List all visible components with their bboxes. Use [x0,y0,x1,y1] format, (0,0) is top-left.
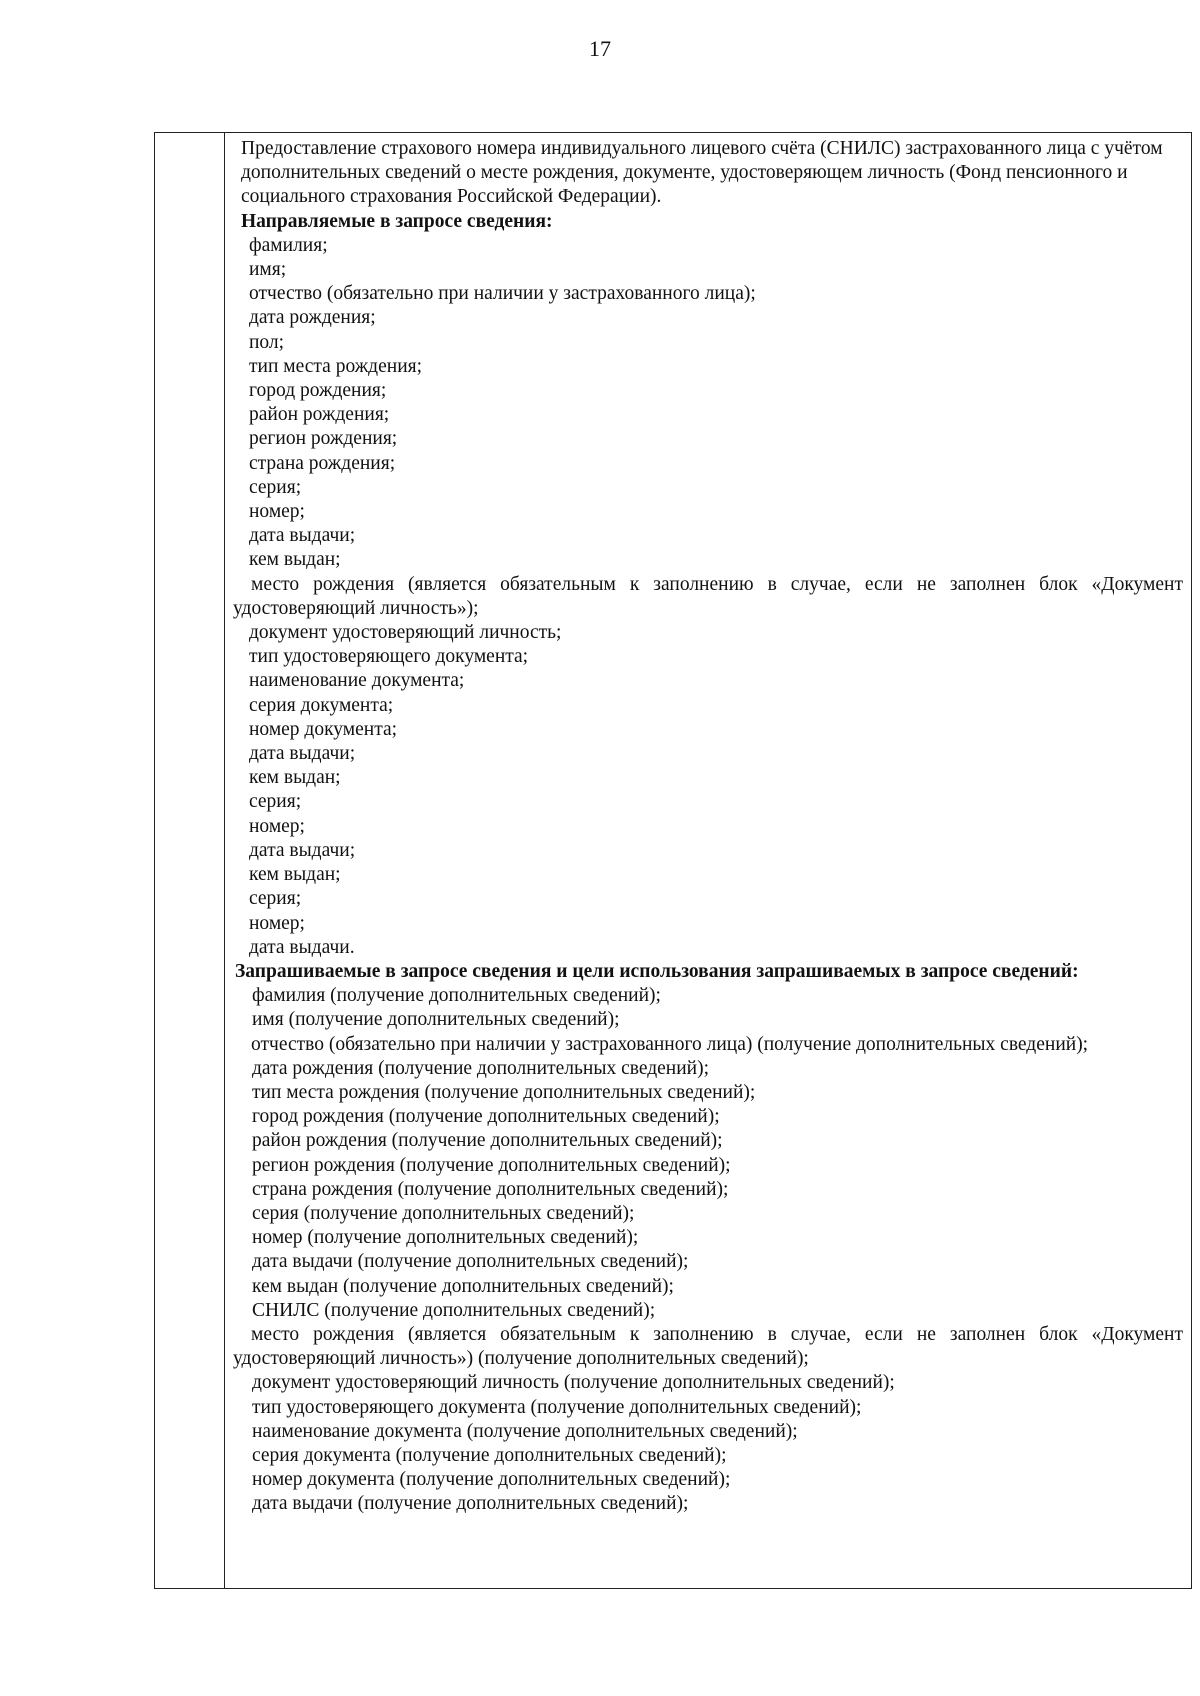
list-item: дата выдачи; [249,743,356,765]
list-item: тип места рождения; [249,355,423,377]
list-item: кем выдан; [249,549,341,571]
list-item: отчество (обязательно при наличии у застрахованного лица) (получение дополнительных сведений); [251,1033,1089,1055]
list-item: серия; [249,888,302,910]
list-item: номер документа; [249,718,398,740]
list-item: СНИЛС (получение дополнительных сведений); [252,1299,656,1321]
list-item: район рождения (получение дополнительных сведений); [252,1130,723,1152]
list-item: страна рождения (получение дополнительных сведений); [252,1178,729,1200]
list-item: фамилия (получение дополнительных сведений); [252,985,661,1007]
table-row-frame [154,132,1192,1589]
list-item: регион рождения; [249,428,398,450]
list-item: город рождения (получение дополнительных сведений); [252,1106,720,1128]
list-item: кем выдан; [249,767,341,789]
list-item: имя; [249,259,287,281]
list-item: серия документа; [249,694,394,716]
list-item: документ удостоверяющий личность (получение дополнительных сведений); [252,1372,895,1394]
list-item: регион рождения (получение дополнительных сведений); [252,1154,731,1176]
list-item: страна рождения; [249,452,396,474]
list-item: серия; [249,476,302,498]
list-item: номер; [249,815,305,837]
list-item: пол; [249,331,285,353]
list-item: имя (получение дополнительных сведений); [252,1009,620,1031]
list-item: серия (получение дополнительных сведений); [252,1202,635,1224]
list-item: дата выдачи (получение дополнительных сведений); [252,1251,689,1273]
list-item: дата выдачи; [249,525,356,547]
list-item: тип места рождения (получение дополнительных сведений); [252,1081,756,1103]
requested-data-heading: Запрашиваемые в запросе сведения и цели использования запрашиваемых в запросе сведений: [235,960,1079,982]
list-item: номер; [249,501,305,523]
list-item: номер (получение дополнительных сведений); [252,1227,639,1249]
requested-data-list [233,984,1183,1516]
list-item: тип удостоверяющего документа (получение дополнительных сведений); [252,1396,862,1418]
sent-data-list [233,234,1183,960]
list-item: район рождения; [249,404,390,426]
list-item: кем выдан; [249,864,341,886]
list-item: город рождения; [249,380,387,402]
list-item: номер; [249,912,305,934]
list-item: наименование документа (получение дополнительных сведений); [252,1420,798,1442]
list-item: документ удостоверяющий личность; [249,622,562,644]
sent-data-heading: Направляемые в запросе сведения: [241,210,553,232]
list-item: наименование документа; [249,670,465,692]
list-item: дата рождения (получение дополнительных сведений); [252,1057,710,1079]
list-item: дата выдачи (получение дополнительных сведений); [252,1493,689,1515]
list-item: тип удостоверяющего документа; [249,646,529,668]
table-cell-content [233,137,1183,1517]
list-item: номер документа (получение дополнительных сведений); [252,1469,731,1491]
list-item: отчество (обязательно при наличии у застрахованного лица); [249,283,756,305]
list-item: серия; [249,791,302,813]
list-item: фамилия; [249,234,328,256]
list-item: дата рождения; [249,307,376,329]
list-item: серия документа (получение дополнительных сведений); [252,1444,727,1466]
column-divider [224,133,225,1588]
list-item: дата выдачи; [249,839,356,861]
list-item: кем выдан (получение дополнительных сведений); [252,1275,674,1297]
list-item: место рождения (является обязательным к заполнению в случае, если не заполнен блок «Документ удостоверяющий личность») (получение дополнительных сведений); [233,1323,1183,1370]
list-item: место рождения (является обязательным к заполнению в случае, если не заполнен блок «Документ удостоверяющий личность»); [233,573,1183,619]
list-item: дата выдачи. [249,936,355,958]
service-description: Предоставление страхового номера индивидуального лицевого счёта (СНИЛС) застрахованного лица с учётом дополнительных сведений о месте рождения, документе, удостоверяющем личность (Фонд пенсионного и социального страхования Российской Федерации). [241,138,1163,208]
page-number: 17 [589,36,611,61]
